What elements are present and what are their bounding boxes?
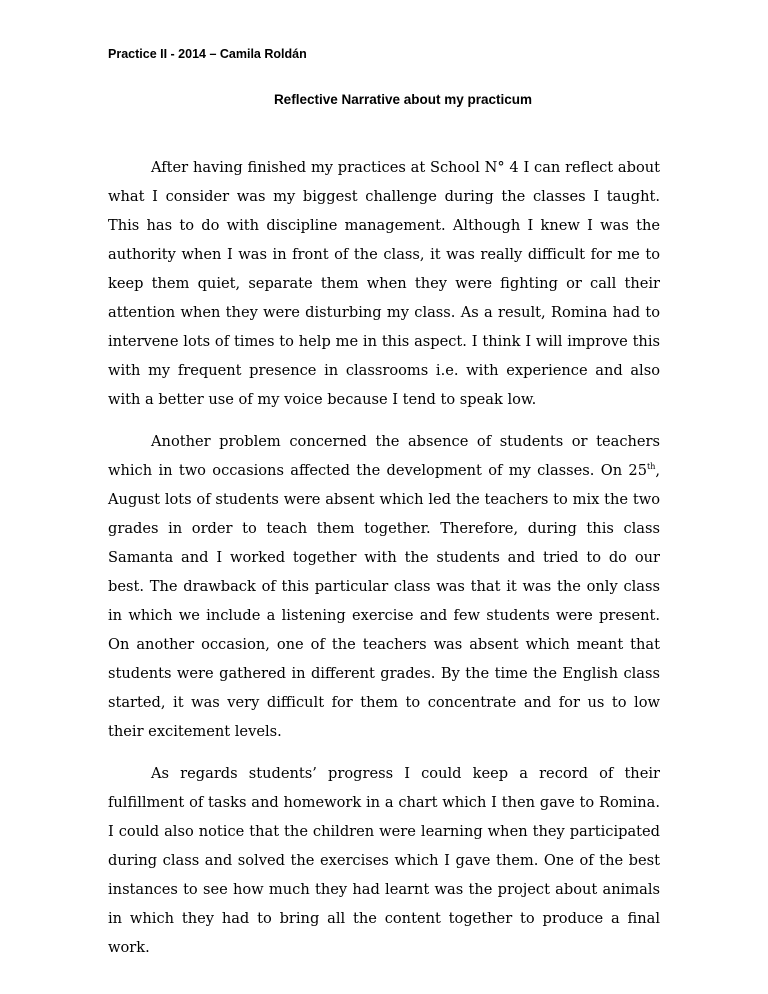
paragraph-absence <box>108 427 660 746</box>
page-header: Practice II - 2014 – Camila Roldán <box>108 47 307 61</box>
paragraph-progress: As regards students’ progress I could keep a record of their fulfillment of tasks and homework in a chart which I then gave to Romina. I could also notice that the children were learning when they participated during class and solved the exercises which I gave them. One of the best instances to see how much they had learnt was the project about animals in which they had to bring all the content together to produce a final work. <box>108 765 660 956</box>
paragraph-discipline: After having finished my practices at School N° 4 I can reflect about what I consider was my biggest challenge during the classes I taught. This has to do with discipline management. Although I knew I was the authority when I was in front of the class, it was really difficult for me to keep them quiet, separate them when they were fighting or call their attention when they were disturbing my class. As a result, Romina had to intervene lots of times to help me in this aspect. I think I will improve this with my frequent presence in classrooms i.e. with experience and also with a better use of my voice because I tend to speak low. <box>108 159 660 408</box>
paragraph-absence-rest: , August lots of students were absent which led the teachers to mix the two grades in order to teach them together. Therefore, during this class Samanta and I worked together with the students and tried to do our best. The drawback of this particular class was that it was the only class in which we include a listening exercise and few students were present. On another occasion, one of the teachers was absent which meant that students were gathered in different grades. By the time the English class started, it was very difficult for them to concentrate and for us to low their excitement levels. <box>108 462 660 740</box>
document-title: Reflective Narrative about my practicum <box>273 92 533 107</box>
document-body <box>108 153 660 975</box>
document-title-row <box>0 92 768 107</box>
date-ordinal-suffix: th <box>646 462 656 471</box>
paragraph-absence-start: Another problem concerned the absence of students or teachers which in two occasions affected the development of my classes. On 25 <box>108 433 660 479</box>
